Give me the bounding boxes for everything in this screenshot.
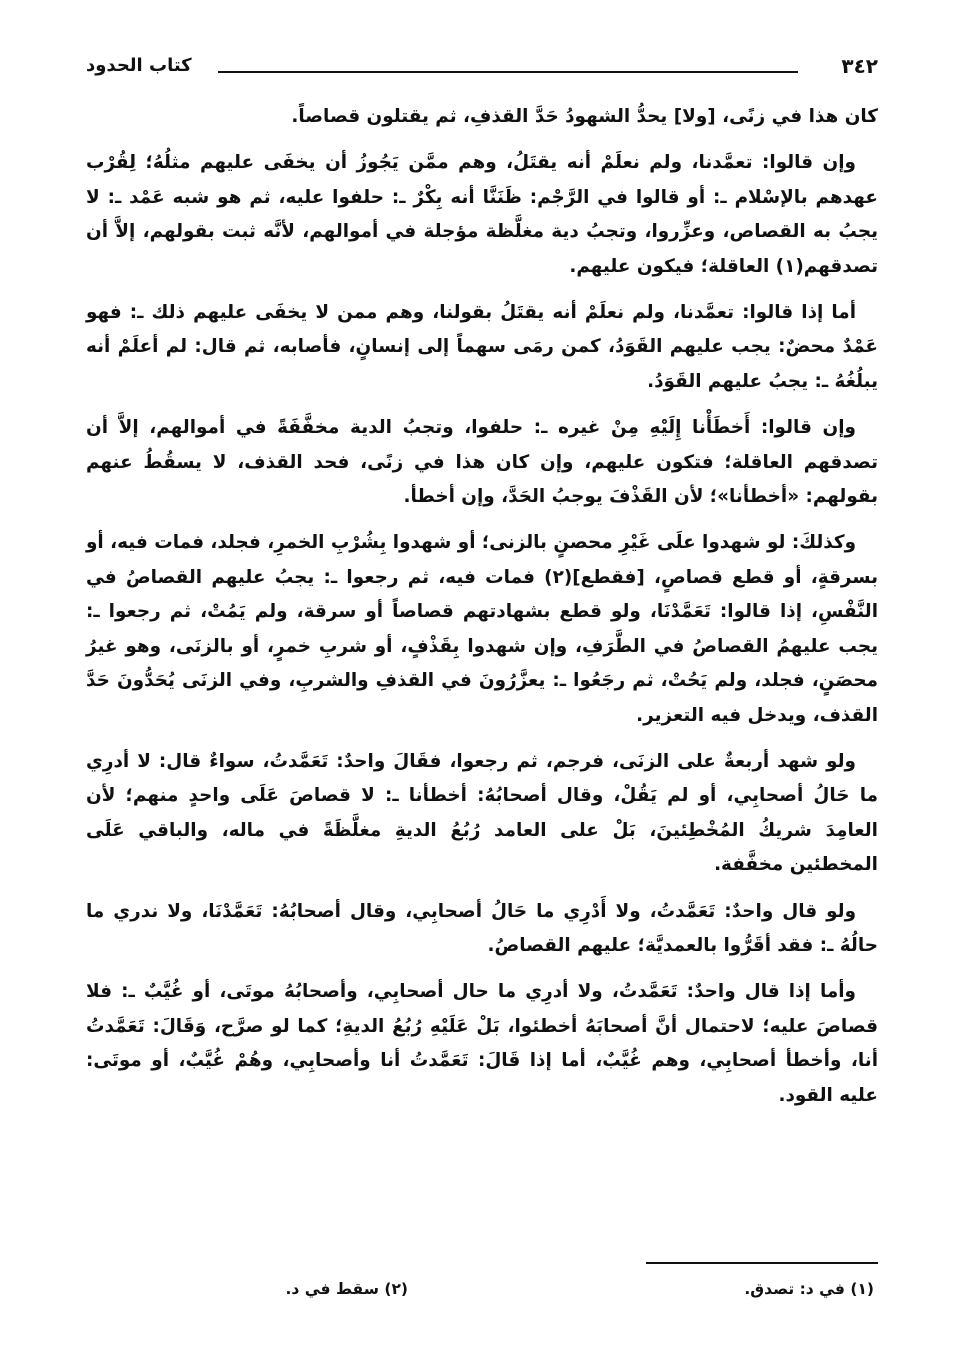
paragraph: وأما إذا قال واحدٌ: تَعَمَّدتُ، ولا أدرِي ما حال أصحابِي، وأصحابُهُ موتَى، أو غُيَّبٌ ـ: فلا قصاصَ عليه؛ لاحتمال أنَّ أصحابَهُ أخطئوا، بَلْ عَلَيْهِ رُبُعُ الديةِ؛ كما لو صرَّح، وَقَالَ: تَعَمَّدتُ أنا، وأخطأ أصحابِي، وهم غُيَّبٌ، أما إذا قَالَ: تَعَمَّدتُ أنا وأصحابِي، وهُمْ غُيَّبٌ، أو موتَى: عليه القود. [86, 981, 878, 1106]
page-number: ٣٤٢ [841, 54, 878, 78]
footnote-1: (١) في د: تصدق. [744, 1280, 874, 1298]
paragraph: ولو قال واحدٌ: تَعَمَّدتُ، ولا أَدْرِي ما حَالُ أصحابِي، وقال أصحابُهُ: تَعَمَّدْنَا، ولا ندري ما حالُهُ ـ: فقد أقَرُّوا بالعمديَّة؛ عليهم القصاصُ. [86, 900, 878, 956]
book-title: كتاب الحدود [86, 55, 192, 76]
paragraph: وإن قالوا: أَخطَأْنا إِلَيْهِ مِنْ غيره ـ: حلفوا، وتجبُ الدية مخفَّفَةً في أموالهم، إلاَّ أن تصدقهم العاقلة؛ فتكون عليهم، وإن كان هذا في زنًى، فحد القذف، لا يسقُطُ عنهم بقولهم: «أخطأنا»؛ لأن القَذْفَ يوجبُ الحَدَّ، وإن أخطأ. [86, 417, 878, 508]
document-page [86, 52, 878, 1342]
paragraph: أما إذا قالوا: تعمَّدنا، ولم نعلَمْ أنه يقتَلُ بقولنا، وهم ممن لا يخفَى عليهم ذلك ـ: فهو عَمْدٌ محضٌ: يجب عليهم القَوَدُ، كمن رمَى سهماً إلى إنسانٍ، فأصابه، ثم قال: لم أعلَمْ أنه يبلُغُهُ ـ: يجبُ عليهم القَوَدُ. [86, 302, 878, 392]
body-text [86, 100, 878, 1113]
running-header [86, 52, 878, 86]
footnote-2: (٢) سقط في د. [285, 1280, 408, 1298]
paragraph: وإن قالوا: تعمَّدنا، ولم نعلَمْ أنه يقتَلُ، وهم ممَّن يَجُوزُ أن يخفَى عليهم مثلُهُ؛ لِقُرْب عهدهم بالإسْلام ـ: أو قالوا في الرَّجْم: ظَنَنَّا أنه بِكْرٌ ـ: حلفوا عليه، ثم هو شبه عَمْد ـ: لا يجبُ به القصاص، وعزِّروا، وتجبُ دية مغلَّظة مؤجلة في أموالهم، لأنَّه ثبت بقولهم، إلاَّ أن تصدقهم(١) العاقلة؛ فيكون عليهم. [86, 152, 878, 277]
footnote-rule [646, 1262, 878, 1264]
paragraph: وكذلكَ: لو شهدوا علَى غَيْرِ محصنٍ بالزنى؛ أو شهدوا بِشُرْبِ الخمرِ، فجلد، فمات فيه، أو بسرقةٍ، أو قطع قصاصٍ، [فقطع](٢) فمات فيه، ثم رجعوا ـ: يجبُ عليهم القصاصُ في النَّفْسِ، إذا قالوا: تَعَمَّدْنَا، ولو قطع بشهادتهم قصاصاً أو سرقة، ولم يَمُتْ، ثم رجعوا ـ: يجب عليهمُ القصاصُ في الطَّرَفِ، وإن شهدوا بِقَذْفٍ، أو شربِ خمرٍ، أو بالزنَى، وهو غيرُ محصَنٍ، فجلد، ولم يَحُتْ، ثم رجَعُوا ـ: يعزَّرُونَ في القذفِ والشربِ، وفي الزنَى يُحَدُّونَ حَدَّ القذف، ويدخل فيه التعزير. [86, 532, 878, 726]
paragraph: ولو شهد أربعةٌ على الزنَى، فرجم، ثم رجعوا، فقَالَ واحدٌ: تَعَمَّدتُ، سواءٌ قال: لا أدرِي ما حَالُ أصحابِي، أو لم يَقُلْ، وقال أصحابُهُ: أخطأنا ـ: لا قصاصَ عَلَى واحدٍ منهم؛ لأن العامِدَ شريكُ المُخْطِئينَ، بَلْ على العامد رُبُعُ الديةِ مغلَّظَةً في ماله، والباقي عَلَى المخطئين مخفَّفة. [86, 750, 878, 876]
header-rule [218, 71, 798, 73]
paragraph: كان هذا في زنًى، [ولا] يحدُّ الشهودُ حَدَّ القذفِ، ثم يقتلون قصاصاً. [291, 106, 878, 127]
